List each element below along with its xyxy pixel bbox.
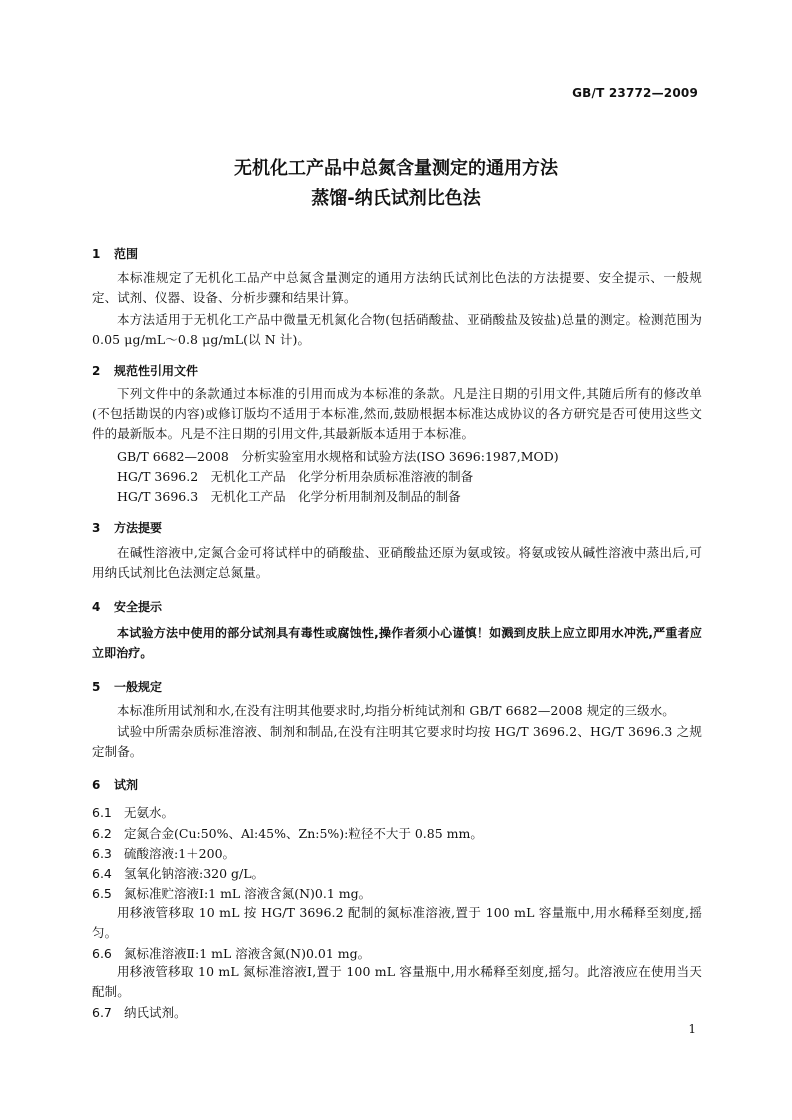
section-number: 1 bbox=[92, 247, 101, 261]
reference-item: HG/T 3696.3 无机化工产品 化学分析用制剂及制品的制备 bbox=[117, 489, 461, 504]
section-title: 规范性引用文件 bbox=[114, 364, 199, 378]
item-number: 6.6 bbox=[92, 946, 112, 961]
section-5-heading bbox=[92, 678, 162, 695]
item-number: 6.4 bbox=[92, 866, 112, 881]
section-5-paragraph-2: 试验中所需杂质标准溶液、制剂和制品,在没有注明其它要求时均按 HG/T 3696.2、HG/T 3696.3 之规定制备。 bbox=[92, 724, 702, 759]
item-text: 定氮合金(Cu:50%、Al:45%、Zn:5%):粒径不大于 0.85 mm。 bbox=[124, 826, 483, 841]
section-1-paragraph-1: 本标准规定了无机化工品产中总氮含量测定的通用方法纳氏试剂比色法的方法提要、安全提示、一般规定、试剂、仪器、设备、分析步骤和结果计算。 bbox=[92, 270, 702, 305]
section-1-paragraph-2: 本方法适用于无机化工产品中微量无机氮化合物(包括硝酸盐、亚硝酸盐及铵盐)总量的测定。检测范围为 0.05 μg/mL～0.8 μg/mL(以 N 计)。 bbox=[92, 312, 702, 347]
reagent-6-5-procedure: 用移液管移取 10 mL 按 HG/T 3696.2 配制的氮标准溶液,置于 100 mL 容量瓶中,用水稀释至刻度,摇匀。 bbox=[92, 905, 702, 940]
reagent-item bbox=[92, 864, 264, 882]
reagent-item bbox=[92, 884, 371, 902]
section-number: 5 bbox=[92, 680, 101, 694]
item-number: 6.2 bbox=[92, 826, 112, 841]
section-title: 范围 bbox=[114, 247, 139, 261]
item-number: 6.5 bbox=[92, 886, 112, 901]
section-3-heading bbox=[92, 519, 162, 536]
item-text: 氮标准溶液Ⅱ:1 mL 溶液含氮(N)0.01 mg。 bbox=[124, 946, 371, 961]
safety-warning-paragraph: 本试验方法中使用的部分试剂具有毒性或腐蚀性,操作者须小心谨慎！如溅到皮肤上应立即用水冲洗,严重者应立即治疗。 bbox=[92, 626, 702, 660]
item-text: 无氨水。 bbox=[124, 805, 175, 820]
item-text: 氮标准贮溶液Ⅰ:1 mL 溶液含氮(N)0.1 mg。 bbox=[124, 886, 372, 901]
section-title: 试剂 bbox=[114, 778, 139, 792]
section-number: 4 bbox=[92, 600, 101, 614]
section-5-paragraph-1: 本标准所用试剂和水,在没有注明其他要求时,均指分析纯试剂和 GB/T 6682—2008 规定的三级水。 bbox=[117, 703, 675, 718]
reagent-item bbox=[92, 944, 370, 962]
reagent-item bbox=[92, 824, 483, 842]
reagent-item bbox=[92, 844, 235, 862]
section-title: 方法提要 bbox=[114, 521, 163, 535]
reagent-item bbox=[92, 1003, 187, 1021]
section-title: 一般规定 bbox=[114, 680, 163, 694]
item-number: 6.3 bbox=[92, 846, 112, 861]
section-number: 3 bbox=[92, 521, 101, 535]
reference-item: GB/T 6682—2008 分析实验室用水规格和试验方法(ISO 3696:1987,MOD) bbox=[117, 449, 559, 464]
document-title-line1: 无机化工产品中总氮含量测定的通用方法 bbox=[234, 158, 558, 179]
item-number: 6.1 bbox=[92, 805, 112, 820]
section-number: 2 bbox=[92, 364, 101, 378]
section-3-paragraph-1: 在碱性溶液中,定氮合金可将试样中的硝酸盐、亚硝酸盐还原为氨或铵。将氨或铵从碱性溶液中蒸出后,可用纳氏试剂比色法测定总氮量。 bbox=[92, 545, 702, 580]
section-2-paragraph-1: 下列文件中的条款通过本标准的引用而成为本标准的条款。凡是注日期的引用文件,其随后所有的修改单(不包括勘误的内容)或修订版均不适用于本标准,然而,鼓励根据本标准达成协议的各方研究是否可使用这些文件的最新版本。凡是不注日期的引用文件,其最新版本适用于本标准。 bbox=[92, 386, 702, 441]
section-2-heading bbox=[92, 362, 198, 379]
item-number: 6.7 bbox=[92, 1005, 112, 1020]
item-text: 氢氧化钠溶液:320 g/L。 bbox=[124, 866, 265, 881]
section-1-heading bbox=[92, 245, 138, 262]
section-title: 安全提示 bbox=[114, 600, 163, 614]
standard-code: GB/T 23772—2009 bbox=[572, 86, 698, 100]
document-title-line2: 蒸馏-纳氏试剂比色法 bbox=[311, 188, 481, 209]
item-text: 纳氏试剂。 bbox=[124, 1005, 187, 1020]
page-number: 1 bbox=[688, 1022, 696, 1036]
section-6-heading bbox=[92, 776, 138, 793]
reagent-6-6-procedure: 用移液管移取 10 mL 氮标准溶液Ⅰ,置于 100 mL 容量瓶中,用水稀释至刻度,摇匀。此溶液应在使用当天配制。 bbox=[92, 964, 702, 999]
section-4-heading bbox=[92, 598, 162, 615]
reagent-item bbox=[92, 803, 174, 821]
reference-item: HG/T 3696.2 无机化工产品 化学分析用杂质标准溶液的制备 bbox=[117, 469, 474, 484]
section-number: 6 bbox=[92, 778, 101, 792]
item-text: 硫酸溶液:1＋200。 bbox=[124, 846, 236, 861]
